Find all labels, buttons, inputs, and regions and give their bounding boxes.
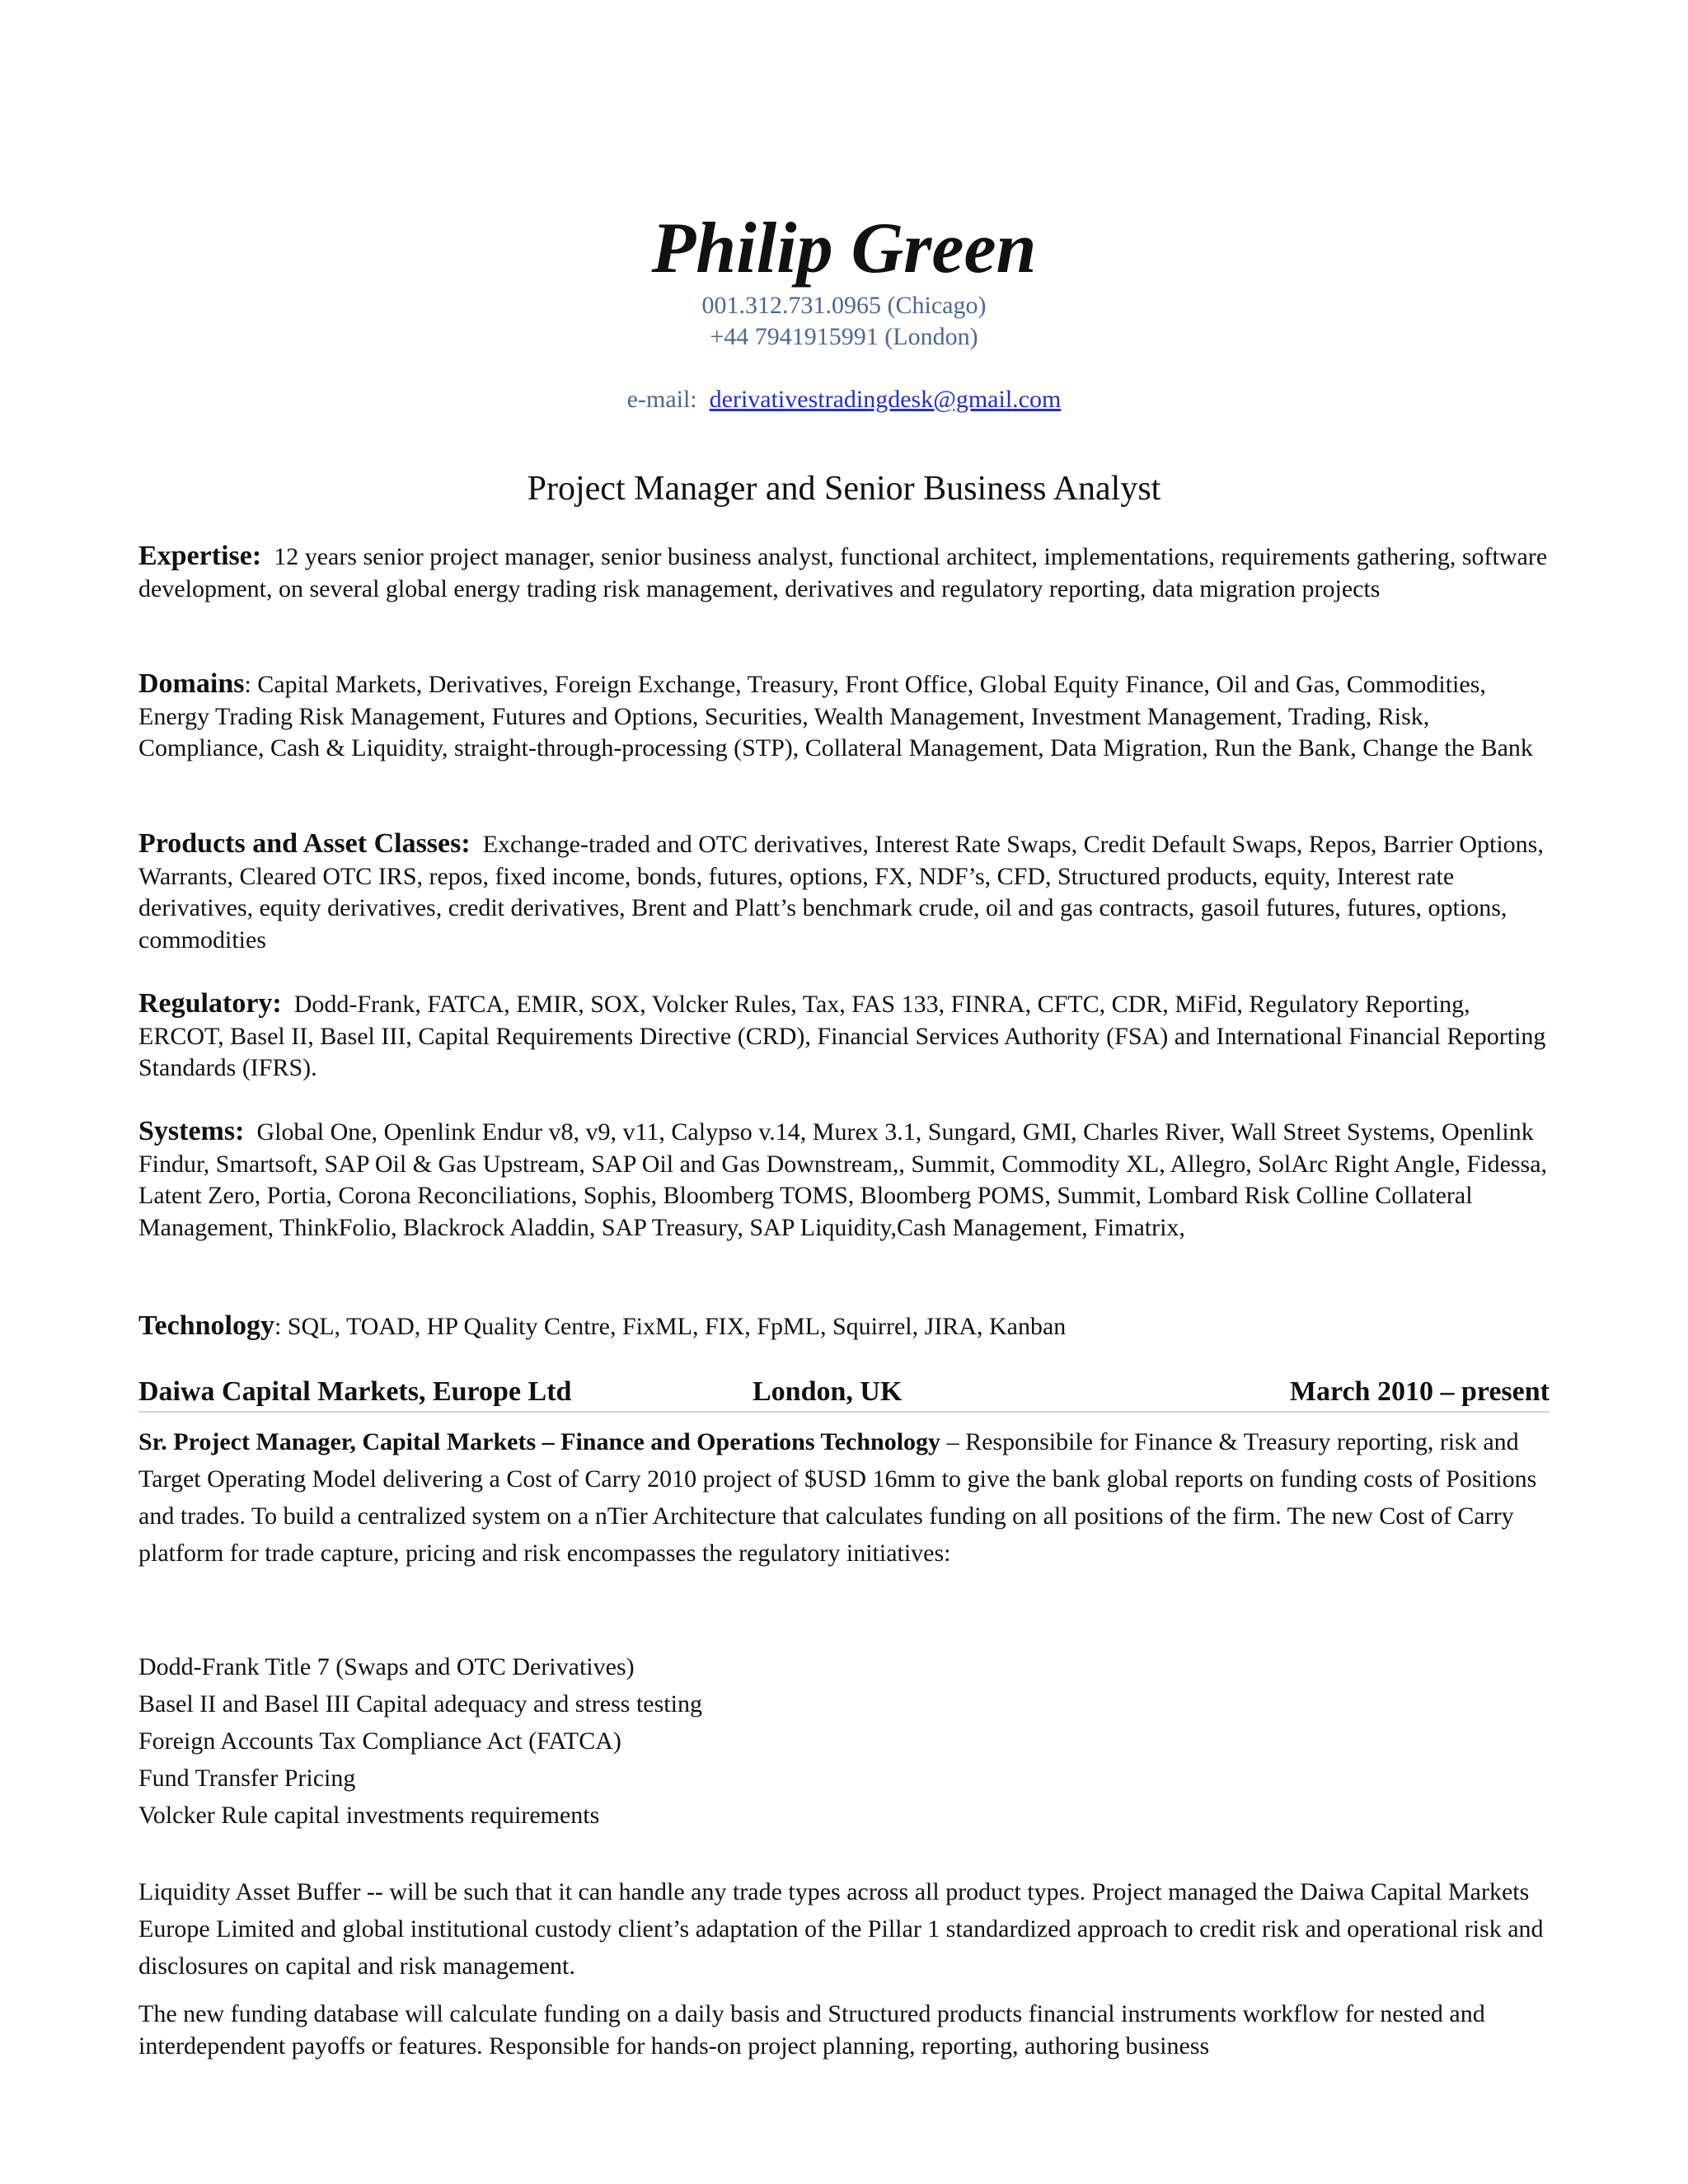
regulatory-text: Dodd-Frank, FATCA, EMIR, SOX, Volcker Rules, Tax, FAS 133, FINRA, CFTC, CDR, MiFid, Regulatory Reporting, ERCOT, Basel II, Basel III, Capital Requirements Directive (CRD), Financial Services Authority (FSA) and International Financial Reporting Standards (IFRS). [138, 991, 1546, 1082]
expertise-label: Expertise: [138, 541, 262, 571]
regulatory-section [138, 988, 1550, 1085]
job-company: Daiwa Capital Markets, Europe Ltd [138, 1376, 572, 1407]
products-label: Products and Asset Classes: [138, 828, 471, 859]
job-header [138, 1373, 1550, 1413]
email-line [0, 384, 1688, 415]
list-item: Volcker Rule capital investments requirements [138, 1802, 600, 1829]
list-item: Foreign Accounts Tax Compliance Act (FATCA) [138, 1727, 621, 1755]
email-link[interactable]: derivativestradingdesk@gmail.com [709, 386, 1062, 413]
list-item: Dodd-Frank Title 7 (Swaps and OTC Derivatives) [138, 1653, 635, 1680]
domains-label: Domains [138, 668, 245, 699]
list-item: Fund Transfer Pricing [138, 1765, 356, 1792]
phone-chicago: 001.312.731.0965 (Chicago) [701, 292, 987, 319]
job-description [138, 1423, 1550, 1572]
products-text: Exchange-traded and OTC derivatives, Interest Rate Swaps, Credit Default Swaps, Repos, Barrier Options, Warrants, Cleared OTC IRS, repos, fixed income, bonds, futures, options, FX, NDF’s, CFD, Structured products, equity, Interest rate derivatives, equity derivatives, credit derivatives, Brent and Platt’s benchmark crude, oil and gas contracts, gasoil futures, futures, options, commodities [138, 831, 1544, 954]
systems-label: Systems: [138, 1116, 245, 1146]
role-title: Project Manager and Senior Business Analyst [527, 470, 1161, 508]
products-section [138, 828, 1550, 956]
phone-london: +44 7941915991 (London) [710, 323, 978, 350]
job-dates: March 2010 – present [1289, 1376, 1550, 1407]
domains-section [138, 668, 1550, 765]
systems-text: Global One, Openlink Endur v8, v9, v11, Calypso v.14, Murex 3.1, Sungard, GMI, Charles River, Wall Street Systems, Openlink Findur, Smartsoft, SAP Oil & Gas Upstream, SAP Oil and Gas Downstream,, Summit, Commodity XL, Allegro, SolArc Right Angle, Fidessa, Latent Zero, Portia, Corona Reconciliations, Sophis, Bloomberg TOMS, Bloomberg POMS, Summit, Lombard Risk Colline Collateral Management, ThinkFolio, Blackrock Aladdin, SAP Treasury, SAP Liquidity,Cash Management, Fimatrix, [138, 1118, 1548, 1241]
systems-section [138, 1116, 1550, 1244]
domains-text: : Capital Markets, Derivatives, Foreign Exchange, Treasury, Front Office, Global Equity Finance, Oil and Gas, Commodities, Energy Trading Risk Management, Futures and Options, Securities, Wealth Management, Investment Management, Trading, Risk, Compliance, Cash & Liquidity, straight-through-processing (STP), Collateral Management, Data Migration, Run the Bank, Change the Bank [138, 671, 1533, 762]
regulatory-initiatives-list [138, 1648, 1550, 1834]
expertise-section [138, 541, 1550, 605]
liquidity-paragraph: Liquidity Asset Buffer -- will be such that it can handle any trade types across all product types. Project managed the Daiwa Capital Markets Europe Limited and global institutional custody client’s adaptation of the Pillar 1 standardized approach to credit risk and operational risk and disclosures on capital and risk management. [138, 1878, 1544, 1980]
job-location: London, UK [753, 1376, 903, 1407]
regulatory-label: Regulatory: [138, 988, 282, 1019]
resume-header [0, 208, 1688, 415]
job-role: Sr. Project Manager, Capital Markets – Finance and Operations Technology [138, 1428, 941, 1455]
candidate-name: Philip Green [651, 209, 1037, 288]
funding-paragraph: The new funding database will calculate funding on a daily basis and Structured products financial instruments workflow for nested and interdependent payoffs or features. Responsible for hands-on project planning, reporting, authoring business [138, 2000, 1485, 2060]
email-label: e-mail: [626, 386, 697, 413]
technology-label: Technology [138, 1310, 275, 1341]
expertise-text: 12 years senior project manager, senior business analyst, functional architect, implementations, requirements gathering, software development, on several global energy trading risk management, derivatives and regulatory reporting, data migration projects [138, 543, 1548, 602]
list-item: Basel II and Basel III Capital adequacy and stress testing [138, 1690, 702, 1718]
job-description-text: – Responsibile for Finance & Treasury reporting, risk and Target Operating Model delivering a Cost of Carry 2010 project of $USD 16mm to give the bank global reports on funding costs of Positions and trades. To build a centralized system on a nTier Architecture that calculates funding on all positions of the firm. The new Cost of Carry platform for trade capture, pricing and risk encompasses the regulatory initiatives: [138, 1428, 1537, 1567]
technology-text: : SQL, TOAD, HP Quality Centre, FixML, FIX, FpML, Squirrel, JIRA, Kanban [274, 1313, 1067, 1340]
technology-section [138, 1310, 1550, 1343]
